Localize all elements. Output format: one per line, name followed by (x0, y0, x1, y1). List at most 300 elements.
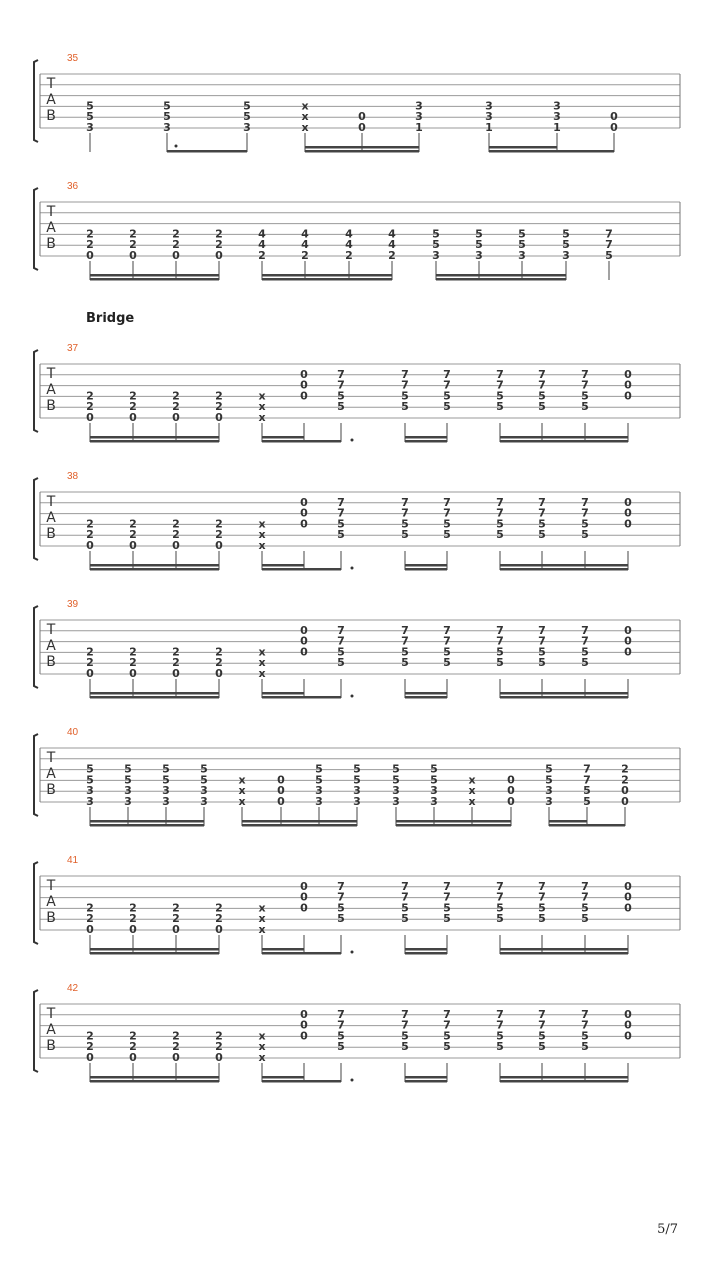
fret-number: 5 (86, 110, 94, 124)
system-bracket (34, 350, 38, 432)
fret-number: x (258, 528, 266, 542)
fret-number: 2 (129, 656, 137, 670)
fret-number: 1 (553, 121, 561, 134)
page-number: 5/7 (657, 1222, 678, 1237)
tab-clef-letter: A (46, 1022, 56, 1038)
beam (262, 948, 304, 951)
fret-number: 2 (215, 389, 223, 403)
fret-number: 2 (172, 1040, 180, 1054)
fret-number: 0 (172, 667, 180, 680)
fret-number: 3 (163, 121, 171, 134)
fret-number: 5 (496, 901, 504, 915)
fret-number: 5 (581, 528, 589, 542)
fret-number: 5 (401, 912, 409, 926)
fret-number: 5 (538, 645, 546, 659)
beam (500, 568, 628, 571)
beam (167, 150, 247, 153)
fret-number: 0 (300, 1029, 308, 1043)
fret-number: 5 (337, 912, 345, 926)
fret-number: 2 (86, 389, 94, 403)
fret-number: 5 (538, 656, 546, 670)
dot (175, 145, 178, 148)
fret-number: 0 (624, 623, 632, 637)
beam (90, 824, 204, 827)
fret-number: 7 (443, 506, 451, 520)
fret-number: 0 (129, 249, 137, 262)
beam (262, 1080, 341, 1083)
fret-number: 3 (432, 249, 440, 262)
beam (90, 278, 219, 281)
fret-number: 7 (538, 378, 546, 392)
fret-number: x (258, 411, 266, 424)
fret-number: 7 (496, 367, 504, 381)
fret-number: 2 (86, 912, 94, 926)
fret-number: 5 (538, 912, 546, 926)
beam (500, 440, 628, 443)
fret-number: 2 (215, 1029, 223, 1043)
fret-number: 0 (300, 367, 308, 381)
measure-number: 37 (67, 343, 79, 354)
fret-number: 2 (215, 1040, 223, 1054)
fret-number: 0 (129, 1051, 137, 1064)
dot (351, 439, 354, 442)
fret-number: 5 (401, 645, 409, 659)
fret-number: 3 (553, 110, 561, 124)
fret-number: 5 (401, 1040, 409, 1054)
fret-number: 2 (215, 400, 223, 414)
measure-number: 38 (67, 471, 79, 482)
fret-number: 0 (215, 923, 223, 936)
fret-number: 0 (215, 1051, 223, 1064)
tab-clef-letter: T (46, 750, 56, 766)
fret-number: 2 (172, 389, 180, 403)
fret-number: 0 (172, 411, 180, 424)
fret-number: 0 (129, 923, 137, 936)
fret-number: 2 (215, 901, 223, 915)
fret-number: 7 (443, 623, 451, 637)
fret-number: 7 (581, 890, 589, 904)
fret-number: 3 (124, 784, 132, 798)
fret-number: 3 (162, 795, 170, 808)
fret-number: 5 (86, 99, 94, 113)
fret-number: 2 (86, 517, 94, 531)
fret-number: 5 (337, 1040, 345, 1054)
fret-number: x (258, 1051, 266, 1064)
fret-number: 5 (353, 762, 361, 776)
fret-number: 0 (624, 495, 632, 509)
fret-number: 5 (401, 901, 409, 915)
fret-number: 0 (277, 795, 285, 808)
fret-number: 0 (624, 634, 632, 648)
fret-number: 7 (538, 623, 546, 637)
fret-number: 0 (215, 249, 223, 262)
beam (500, 1076, 628, 1079)
tab-clef-letter: T (46, 76, 56, 92)
beam (500, 948, 628, 951)
fret-number: 2 (129, 517, 137, 531)
fret-number: 5 (538, 389, 546, 403)
fret-number: 5 (538, 901, 546, 915)
fret-number: 7 (538, 879, 546, 893)
fret-number: 3 (518, 249, 526, 262)
tab-clef-letter: T (46, 878, 56, 894)
fret-number: 3 (415, 99, 423, 113)
fret-number: 4 (301, 227, 309, 241)
fret-number: 5 (86, 773, 94, 787)
fret-number: 5 (538, 1029, 546, 1043)
fret-number: 5 (475, 238, 483, 252)
fret-number: 7 (581, 879, 589, 893)
tab-clef-letter: B (46, 236, 56, 252)
fret-number: 2 (86, 645, 94, 659)
fret-number: 7 (443, 634, 451, 648)
fret-number: 0 (300, 378, 308, 392)
fret-number: 3 (353, 795, 361, 808)
beam (500, 692, 628, 695)
beam (549, 824, 625, 827)
fret-number: 4 (301, 238, 309, 252)
fret-number: x (238, 795, 246, 808)
fret-number: x (258, 912, 266, 926)
fret-number: x (258, 901, 266, 915)
fret-number: 0 (300, 389, 308, 403)
fret-number: 0 (215, 667, 223, 680)
fret-number: 3 (86, 795, 94, 808)
fret-number: 5 (443, 1040, 451, 1054)
beam (436, 274, 566, 277)
fret-number: 0 (172, 539, 180, 552)
fret-number: 0 (300, 879, 308, 893)
fret-number: 0 (624, 378, 632, 392)
beam (90, 568, 219, 571)
fret-number: 0 (129, 667, 137, 680)
fret-number: 5 (401, 1029, 409, 1043)
fret-number: 7 (443, 879, 451, 893)
fret-number: 7 (496, 879, 504, 893)
fret-number: 5 (496, 517, 504, 531)
fret-number: 7 (581, 623, 589, 637)
measure-number: 36 (67, 181, 79, 192)
fret-number: 7 (401, 879, 409, 893)
fret-number: 0 (300, 1007, 308, 1021)
fret-number: x (468, 773, 476, 787)
fret-number: 3 (430, 795, 438, 808)
fret-number: 2 (388, 249, 396, 262)
beam (262, 564, 304, 567)
fret-number: 7 (581, 506, 589, 520)
fret-number: 2 (129, 238, 137, 252)
fret-number: 2 (86, 901, 94, 915)
fret-number: 3 (392, 784, 400, 798)
beam (262, 568, 341, 571)
tab-clef-letter: T (46, 1006, 56, 1022)
fret-number: 5 (337, 645, 345, 659)
fret-number: 2 (215, 645, 223, 659)
beam (405, 564, 447, 567)
beam (90, 274, 219, 277)
tab-clef-letter: A (46, 382, 56, 398)
fret-number: 0 (86, 539, 94, 552)
tab-clef-letter: B (46, 526, 56, 542)
fret-number: 3 (315, 784, 323, 798)
fret-number: 2 (86, 400, 94, 414)
fret-number: 5 (581, 389, 589, 403)
beam (500, 564, 628, 567)
fret-number: 7 (538, 890, 546, 904)
fret-number: 5 (562, 238, 570, 252)
fret-number: 2 (86, 1040, 94, 1054)
fret-number: 0 (277, 773, 285, 787)
tab-clef-letter: T (46, 204, 56, 220)
fret-number: 7 (496, 623, 504, 637)
fret-number: 4 (258, 238, 266, 252)
fret-number: 5 (243, 110, 251, 124)
beam (405, 948, 447, 951)
fret-number: 5 (401, 389, 409, 403)
fret-number: 5 (392, 773, 400, 787)
beam (500, 436, 628, 439)
fret-number: 2 (172, 400, 180, 414)
fret-number: 0 (129, 411, 137, 424)
fret-number: 5 (430, 762, 438, 776)
beam (262, 696, 341, 699)
fret-number: 5 (162, 762, 170, 776)
fret-number: 5 (583, 795, 591, 808)
fret-number: 7 (443, 1007, 451, 1021)
fret-number: 3 (243, 121, 251, 134)
beam (500, 952, 628, 955)
fret-number: 5 (124, 762, 132, 776)
fret-number: 5 (432, 238, 440, 252)
fret-number: 5 (337, 517, 345, 531)
beam (90, 820, 204, 823)
fret-number: 2 (215, 227, 223, 241)
fret-number: 7 (401, 1018, 409, 1032)
beam (405, 568, 447, 571)
beam (90, 696, 219, 699)
beam (396, 820, 511, 823)
fret-number: 7 (496, 495, 504, 509)
fret-number: 0 (610, 110, 618, 124)
fret-number: 0 (300, 506, 308, 520)
fret-number: 7 (581, 495, 589, 509)
fret-number: 2 (215, 238, 223, 252)
tab-clef-letter: A (46, 220, 56, 236)
fret-number: 0 (129, 539, 137, 552)
fret-number: 5 (124, 773, 132, 787)
fret-number: 3 (562, 249, 570, 262)
tab-clef-letter: B (46, 782, 56, 798)
fret-number: 5 (353, 773, 361, 787)
fret-number: 2 (86, 238, 94, 252)
beam (405, 440, 447, 443)
fret-number: 3 (392, 795, 400, 808)
tab-clef-letter: T (46, 622, 56, 638)
fret-number: 7 (538, 634, 546, 648)
fret-number: 5 (443, 528, 451, 542)
fret-number: 7 (337, 1007, 345, 1021)
fret-number: 5 (443, 656, 451, 670)
fret-number: 5 (337, 656, 345, 670)
fret-number: 5 (581, 1029, 589, 1043)
fret-number: 5 (315, 773, 323, 787)
fret-number: 7 (401, 506, 409, 520)
beam (405, 1076, 447, 1079)
fret-number: 7 (583, 762, 591, 776)
fret-number: 7 (538, 367, 546, 381)
tab-clef-letter: B (46, 910, 56, 926)
dot (351, 1079, 354, 1082)
fret-number: 7 (337, 890, 345, 904)
fret-number: 2 (621, 762, 629, 776)
system-bracket (34, 188, 38, 270)
fret-number: 5 (337, 400, 345, 414)
fret-number: 3 (485, 99, 493, 113)
fret-number: x (468, 795, 476, 808)
fret-number: 5 (496, 645, 504, 659)
tab-clef-letter: B (46, 108, 56, 124)
fret-number: 0 (507, 784, 515, 798)
fret-number: 0 (86, 667, 94, 680)
fret-number: 7 (583, 773, 591, 787)
fret-number: 3 (86, 121, 94, 134)
fret-number: 2 (129, 389, 137, 403)
fret-number: 0 (172, 1051, 180, 1064)
fret-number: 0 (624, 1007, 632, 1021)
fret-number: 2 (172, 517, 180, 531)
fret-number: x (301, 110, 309, 124)
fret-number: 2 (129, 901, 137, 915)
beam (90, 1076, 219, 1079)
beam (500, 696, 628, 699)
fret-number: 1 (485, 121, 493, 134)
fret-number: 5 (243, 99, 251, 113)
fret-number: 5 (496, 528, 504, 542)
fret-number: 7 (581, 367, 589, 381)
fret-number: 0 (624, 1018, 632, 1032)
fret-number: 5 (337, 389, 345, 403)
fret-number: 7 (337, 1018, 345, 1032)
fret-number: 5 (443, 912, 451, 926)
fret-number: 2 (172, 656, 180, 670)
fret-number: 5 (337, 901, 345, 915)
dot (351, 695, 354, 698)
fret-number: 3 (430, 784, 438, 798)
beam (90, 1080, 219, 1083)
fret-number: 0 (215, 539, 223, 552)
fret-number: 0 (624, 901, 632, 915)
fret-number: x (258, 656, 266, 670)
fret-number: 5 (315, 762, 323, 776)
fret-number: 5 (163, 99, 171, 113)
fret-number: 0 (358, 121, 366, 134)
fret-number: 3 (200, 795, 208, 808)
tab-clef-letter: B (46, 398, 56, 414)
fret-number: 2 (129, 1029, 137, 1043)
fret-number: 0 (300, 901, 308, 915)
fret-number: 5 (518, 238, 526, 252)
beam (242, 824, 357, 827)
fret-number: 7 (496, 378, 504, 392)
fret-number: x (238, 773, 246, 787)
fret-number: 3 (315, 795, 323, 808)
beam (262, 436, 304, 439)
fret-number: 7 (581, 634, 589, 648)
fret-number: 5 (581, 901, 589, 915)
beam (90, 436, 219, 439)
beam (90, 952, 219, 955)
fret-number: 5 (562, 227, 570, 241)
beam (489, 150, 614, 153)
fret-number: 5 (430, 773, 438, 787)
fret-number: 2 (129, 400, 137, 414)
fret-number: 7 (401, 495, 409, 509)
fret-number: 5 (392, 762, 400, 776)
beam (549, 820, 587, 823)
fret-number: 1 (415, 121, 423, 134)
fret-number: 7 (581, 1018, 589, 1032)
fret-number: 2 (86, 656, 94, 670)
fret-number: 5 (443, 517, 451, 531)
fret-number: 4 (345, 238, 353, 252)
fret-number: 3 (545, 784, 553, 798)
tab-clef-letter: A (46, 92, 56, 108)
fret-number: 0 (172, 923, 180, 936)
fret-number: 2 (86, 1029, 94, 1043)
fret-number: 5 (200, 773, 208, 787)
fret-number: 5 (581, 1040, 589, 1054)
fret-number: 7 (443, 890, 451, 904)
fret-number: 2 (86, 227, 94, 241)
system-bracket (34, 734, 38, 816)
beam (405, 436, 447, 439)
beam (405, 1080, 447, 1083)
tab-clef-letter: T (46, 494, 56, 510)
fret-number: 4 (345, 227, 353, 241)
fret-number: 0 (624, 890, 632, 904)
fret-number: x (258, 923, 266, 936)
fret-number: 5 (581, 645, 589, 659)
beam (405, 952, 447, 955)
fret-number: 7 (443, 378, 451, 392)
fret-number: x (301, 121, 309, 134)
fret-number: 5 (538, 400, 546, 414)
beam (500, 1080, 628, 1083)
fret-number: 5 (496, 1040, 504, 1054)
tab-clef-letter: A (46, 894, 56, 910)
tab-clef-letter: A (46, 510, 56, 526)
fret-number: 0 (300, 623, 308, 637)
beam (489, 146, 557, 149)
fret-number: 5 (432, 227, 440, 241)
fret-number: x (258, 400, 266, 414)
fret-number: 7 (538, 1018, 546, 1032)
fret-number: 5 (538, 528, 546, 542)
beam (262, 440, 341, 443)
fret-number: 4 (388, 227, 396, 241)
fret-number: 7 (443, 1018, 451, 1032)
fret-number: 2 (129, 1040, 137, 1054)
measure-number: 41 (67, 855, 79, 866)
fret-number: 5 (401, 400, 409, 414)
fret-number: 0 (300, 634, 308, 648)
fret-number: 4 (258, 227, 266, 241)
fret-number: 5 (538, 517, 546, 531)
fret-number: 7 (581, 1007, 589, 1021)
fret-number: 2 (172, 227, 180, 241)
fret-number: 2 (172, 528, 180, 542)
fret-number: 2 (215, 528, 223, 542)
